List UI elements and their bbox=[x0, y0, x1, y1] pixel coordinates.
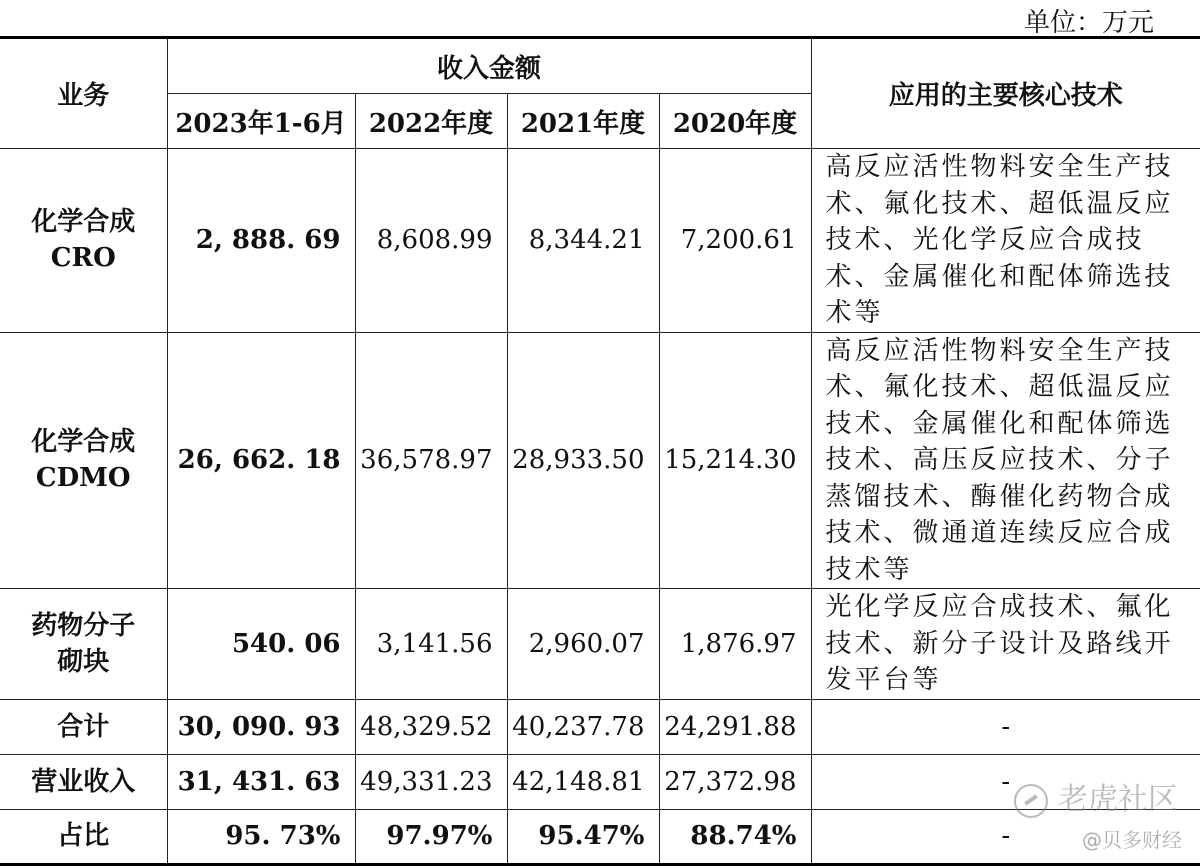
value-cell: 3,141.56 bbox=[355, 589, 507, 700]
business-name-line2: CDMO bbox=[35, 463, 131, 494]
business-name bbox=[0, 332, 167, 589]
watermark-author: @贝多财经 bbox=[1082, 828, 1182, 852]
header-period: 2021年度 bbox=[507, 94, 659, 149]
value-cell: 49,331.23 bbox=[355, 754, 507, 809]
header-period: 2023年1-6月 bbox=[167, 94, 355, 149]
tech-cell: - bbox=[811, 699, 1200, 754]
value-cell: 30, 090. 93 bbox=[167, 699, 355, 754]
summary-name: 占比 bbox=[0, 809, 167, 864]
header-business: 业务 bbox=[0, 38, 167, 149]
value-cell: 95. 73% bbox=[167, 809, 355, 864]
value-cell: 15,214.30 bbox=[659, 332, 811, 589]
header-tech: 应用的主要核心技术 bbox=[811, 38, 1200, 149]
summary-name: 合计 bbox=[0, 699, 167, 754]
table-row bbox=[0, 149, 1200, 333]
business-name-line1: 化学合成 bbox=[31, 207, 136, 238]
value-cell: 8,344.21 bbox=[507, 149, 659, 333]
tech-cell: 高反应活性物料安全生产技术、氟化技术、超低温反应技术、金属催化和配体筛选技术、高压反应技术、分子蒸馏技术、酶催化药物合成技术、微通道连续反应合成技术等 bbox=[811, 332, 1200, 589]
tech-cell: - bbox=[811, 809, 1200, 864]
value-cell: 26, 662. 18 bbox=[167, 332, 355, 589]
value-cell: 40,237.78 bbox=[507, 699, 659, 754]
watermark-community-text: 老虎社区 bbox=[1058, 782, 1178, 817]
revenue-table bbox=[0, 36, 1200, 866]
value-cell: 28,933.50 bbox=[507, 332, 659, 589]
value-cell: 27,372.98 bbox=[659, 754, 811, 809]
business-name bbox=[0, 589, 167, 700]
unit-label: 单位：万元 bbox=[1023, 8, 1154, 38]
business-name-line1: 药物分子 bbox=[31, 610, 136, 641]
tech-cell: - bbox=[811, 754, 1200, 809]
value-cell: 2, 888. 69 bbox=[167, 149, 355, 333]
value-cell: 540. 06 bbox=[167, 589, 355, 700]
watermark-community bbox=[1014, 774, 1178, 818]
header-row-1 bbox=[0, 38, 1200, 94]
value-cell: 42,148.81 bbox=[507, 754, 659, 809]
table-row bbox=[0, 589, 1200, 700]
value-cell: 8,608.99 bbox=[355, 149, 507, 333]
tech-cell: 高反应活性物料安全生产技术、氟化技术、超低温反应技术、光化学反应合成技术、金属催化和配体筛选技术等 bbox=[811, 149, 1200, 333]
value-cell: 36,578.97 bbox=[355, 332, 507, 589]
tiger-logo-icon bbox=[1014, 784, 1048, 818]
value-cell: 95.47% bbox=[507, 809, 659, 864]
header-revenue-group: 收入金额 bbox=[167, 38, 811, 94]
value-cell: 88.74% bbox=[659, 809, 811, 864]
header-period: 2020年度 bbox=[659, 94, 811, 149]
business-name bbox=[0, 149, 167, 333]
value-cell: 31, 431. 63 bbox=[167, 754, 355, 809]
summary-name: 营业收入 bbox=[0, 754, 167, 809]
business-name-line1: 化学合成 bbox=[31, 427, 136, 458]
value-cell: 2,960.07 bbox=[507, 589, 659, 700]
business-name-line2: 砌块 bbox=[57, 646, 110, 677]
business-name-line2: CRO bbox=[50, 243, 116, 274]
tech-cell: 光化学反应合成技术、氟化技术、新分子设计及路线开发平台等 bbox=[811, 589, 1200, 700]
value-cell: 48,329.52 bbox=[355, 699, 507, 754]
header-period: 2022年度 bbox=[355, 94, 507, 149]
value-cell: 7,200.61 bbox=[659, 149, 811, 333]
value-cell: 97.97% bbox=[355, 809, 507, 864]
summary-row bbox=[0, 699, 1200, 754]
value-cell: 1,876.97 bbox=[659, 589, 811, 700]
value-cell: 24,291.88 bbox=[659, 699, 811, 754]
table-row bbox=[0, 332, 1200, 589]
